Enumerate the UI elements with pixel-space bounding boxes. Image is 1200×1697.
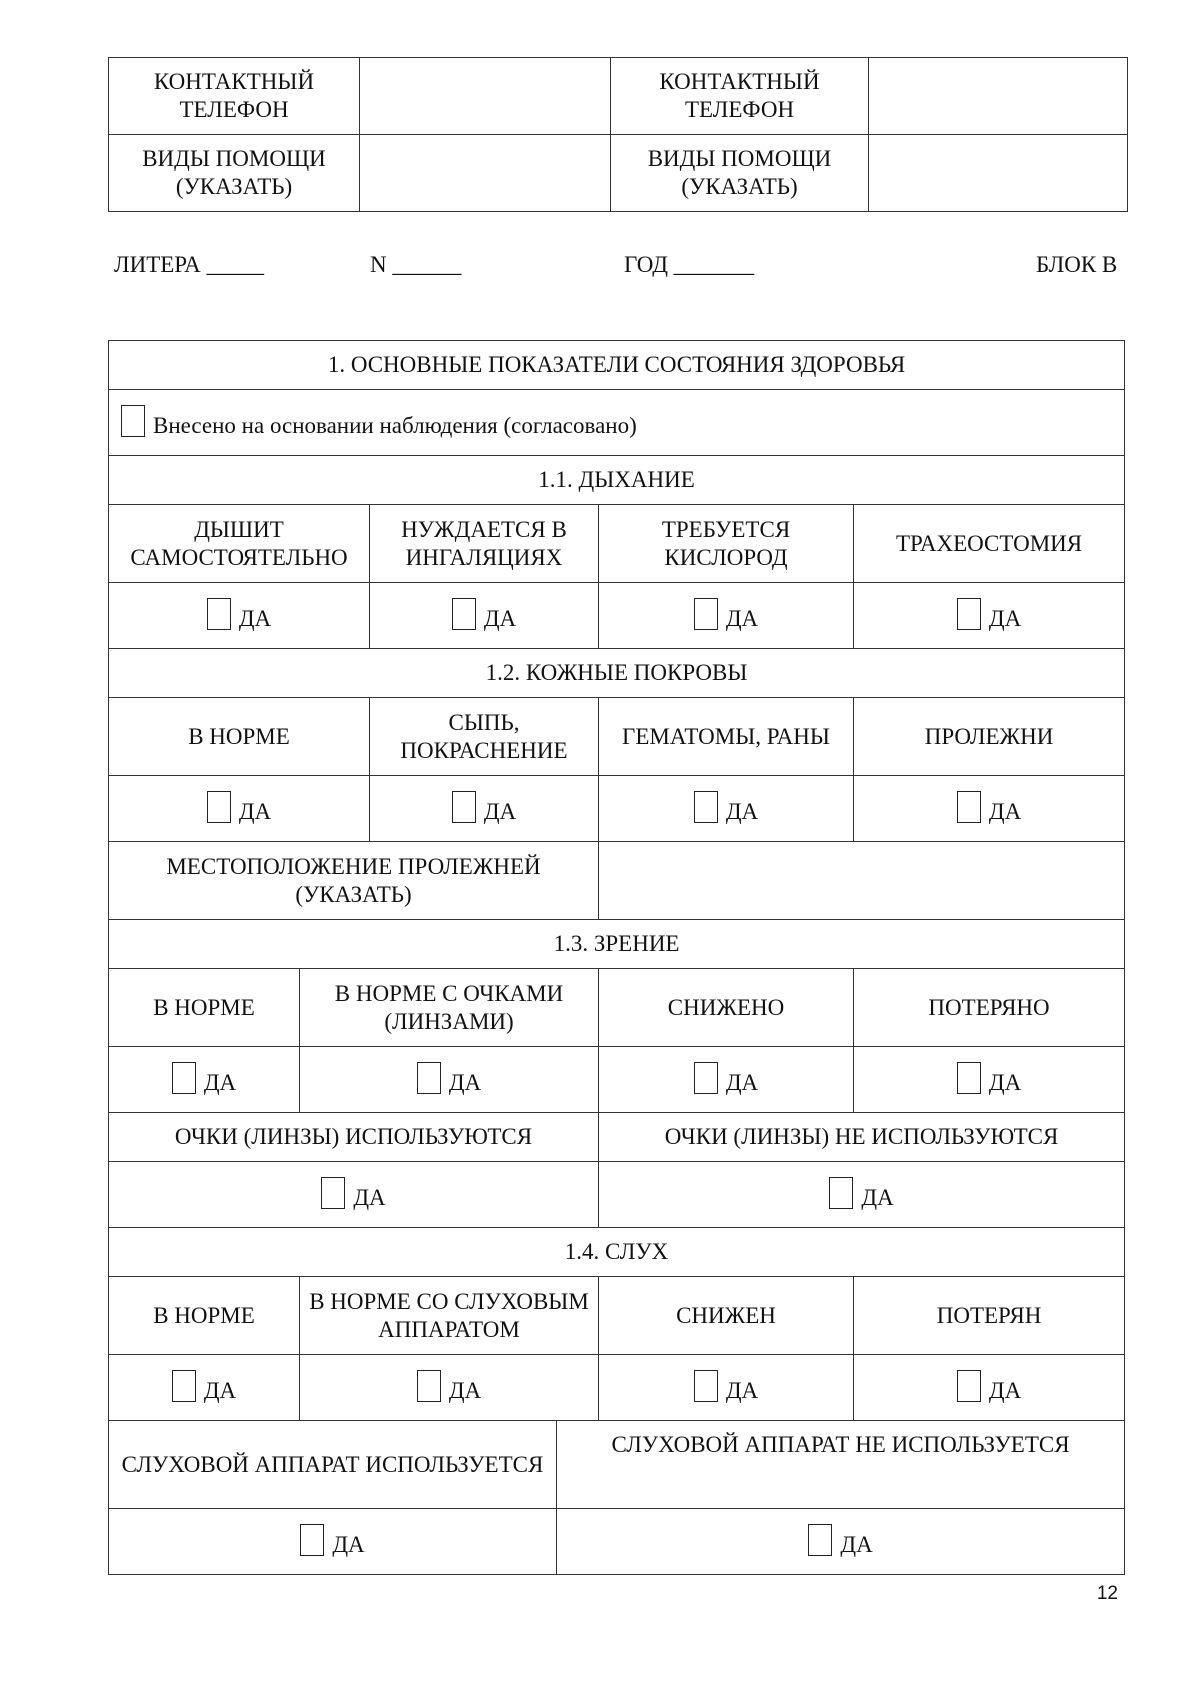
breathing-yes-2: [370, 583, 599, 649]
breathing-yes-3: [599, 583, 854, 649]
yes-label: ДА: [203, 1378, 237, 1403]
hearing-col-1: В НОРМЕ: [109, 1277, 300, 1355]
litera-field[interactable]: ЛИТЕРА _____: [114, 252, 265, 277]
glasses-used-yes: [109, 1162, 599, 1228]
yes-label: ДА: [725, 1070, 759, 1095]
skin-yes-4: [854, 776, 1125, 842]
yes-label: ДА: [448, 1378, 482, 1403]
hearing-aid-not-used-yes: [557, 1509, 1125, 1575]
skin-col-2: СЫПЬ, ПОКРАСНЕНИЕ: [370, 698, 599, 776]
yes-label: ДА: [203, 1070, 237, 1095]
vision-yes-1: [109, 1047, 300, 1113]
yes-label: ДА: [861, 1185, 894, 1210]
health-indicators-table: [108, 340, 1125, 1575]
section-title: 1. ОСНОВНЫЕ ПОКАЗАТЕЛИ СОСТОЯНИЯ ЗДОРОВЬЯ: [109, 341, 1125, 390]
year-field[interactable]: ГОД _______: [624, 252, 755, 277]
breathing-col-2: НУЖДАЕТСЯ В ИНГАЛЯЦИЯХ: [370, 505, 599, 583]
checkbox[interactable]: [694, 598, 718, 630]
checkbox[interactable]: [300, 1524, 324, 1556]
hearing-col-4: ПОТЕРЯН: [854, 1277, 1125, 1355]
help-types-label-2: ВИДЫ ПОМОЩИ (УКАЗАТЬ): [611, 135, 869, 212]
skin-col-3: ГЕМАТОМЫ, РАНЫ: [599, 698, 854, 776]
glasses-not-used-yes: [599, 1162, 1125, 1228]
skin-yes-2: [370, 776, 599, 842]
yes-label: ДА: [988, 606, 1022, 631]
checkbox[interactable]: [694, 791, 718, 823]
bedsore-location-field[interactable]: [599, 842, 1125, 920]
yes-label: ДА: [988, 1378, 1022, 1403]
yes-label: ДА: [483, 606, 517, 631]
number-field[interactable]: N ______: [370, 252, 462, 277]
yes-label: ДА: [988, 1070, 1022, 1095]
hearing-col-2: В НОРМЕ СО СЛУХОВЫМ АППАРАТОМ: [300, 1277, 599, 1355]
checkbox[interactable]: [694, 1062, 718, 1094]
vision-col-1: В НОРМЕ: [109, 969, 300, 1047]
checkbox[interactable]: [957, 598, 981, 630]
breathing-title: 1.1. ДЫХАНИЕ: [109, 456, 1125, 505]
contact-table: [108, 57, 1128, 212]
block-label: БЛОК В: [1036, 252, 1118, 277]
glasses-used-label: ОЧКИ (ЛИНЗЫ) ИСПОЛЬЗУЮТСЯ: [109, 1113, 599, 1162]
checkbox[interactable]: [957, 1062, 981, 1094]
checkbox[interactable]: [452, 598, 476, 630]
skin-title: 1.2. КОЖНЫЕ ПОКРОВЫ: [109, 649, 1125, 698]
yes-label: ДА: [725, 606, 759, 631]
yes-label: ДА: [353, 1185, 386, 1210]
yes-label: ДА: [238, 799, 272, 824]
checkbox[interactable]: [829, 1177, 853, 1209]
breathing-yes-4: [854, 583, 1125, 649]
glasses-not-used-label: ОЧКИ (ЛИНЗЫ) НЕ ИСПОЛЬЗУЮТСЯ: [599, 1113, 1125, 1162]
bedsore-location-label: МЕСТОПОЛОЖЕНИЕ ПРОЛЕЖНЕЙ (УКАЗАТЬ): [109, 842, 599, 920]
checkbox[interactable]: [694, 1370, 718, 1402]
skin-yes-1: [109, 776, 370, 842]
contact-phone-label-1: КОНТАКТНЫЙ ТЕЛЕФОН: [109, 58, 360, 135]
breathing-col-3: ТРЕБУЕТСЯ КИСЛОРОД: [599, 505, 854, 583]
yes-label: ДА: [332, 1532, 365, 1557]
contact-phone-field-1[interactable]: [360, 58, 611, 135]
vision-col-3: СНИЖЕНО: [599, 969, 854, 1047]
skin-col-1: В НОРМЕ: [109, 698, 370, 776]
contact-phone-label-2: КОНТАКТНЫЙ ТЕЛЕФОН: [611, 58, 869, 135]
yes-label: ДА: [725, 799, 759, 824]
checkbox[interactable]: [207, 598, 231, 630]
hearing-col-3: СНИЖЕН: [599, 1277, 854, 1355]
contact-phone-field-2[interactable]: [869, 58, 1128, 135]
hearing-yes-4: [854, 1355, 1125, 1421]
checkbox[interactable]: [957, 791, 981, 823]
skin-yes-3: [599, 776, 854, 842]
yes-label: ДА: [725, 1378, 759, 1403]
yes-label: ДА: [840, 1532, 873, 1557]
vision-col-2: В НОРМЕ С ОЧКАМИ (ЛИНЗАМИ): [300, 969, 599, 1047]
checkbox[interactable]: [172, 1062, 196, 1094]
checkbox[interactable]: [957, 1370, 981, 1402]
hearing-yes-1: [109, 1355, 300, 1421]
breathing-col-4: ТРАХЕОСТОМИЯ: [854, 505, 1125, 583]
observation-label: Внесено на основании наблюдения (согласовано): [153, 413, 637, 438]
yes-label: ДА: [238, 606, 272, 631]
vision-title: 1.3. ЗРЕНИЕ: [109, 920, 1125, 969]
hearing-yes-2: [300, 1355, 599, 1421]
observation-row: [109, 390, 1125, 456]
hearing-aid-used-label: СЛУХОВОЙ АППАРАТ ИСПОЛЬЗУЕТСЯ: [109, 1421, 557, 1509]
help-types-field-2[interactable]: [869, 135, 1128, 212]
checkbox[interactable]: [172, 1370, 196, 1402]
observation-checkbox[interactable]: [121, 405, 145, 437]
breathing-col-1: ДЫШИТ САМОСТОЯТЕЛЬНО: [109, 505, 370, 583]
vision-yes-2: [300, 1047, 599, 1113]
page-number: 12: [1096, 1583, 1118, 1604]
yes-label: ДА: [483, 799, 517, 824]
vision-yes-3: [599, 1047, 854, 1113]
hearing-yes-3: [599, 1355, 854, 1421]
yes-label: ДА: [988, 799, 1022, 824]
checkbox[interactable]: [417, 1370, 441, 1402]
help-types-label-1: ВИДЫ ПОМОЩИ (УКАЗАТЬ): [109, 135, 360, 212]
checkbox[interactable]: [417, 1062, 441, 1094]
hearing-aid-used-yes: [109, 1509, 557, 1575]
checkbox[interactable]: [207, 791, 231, 823]
help-types-field-1[interactable]: [360, 135, 611, 212]
hearing-title: 1.4. СЛУХ: [109, 1228, 1125, 1277]
checkbox[interactable]: [452, 791, 476, 823]
hearing-aid-not-used-label: СЛУХОВОЙ АППАРАТ НЕ ИСПОЛЬЗУЕТСЯ: [557, 1421, 1125, 1509]
yes-label: ДА: [448, 1070, 482, 1095]
breathing-yes-1: [109, 583, 370, 649]
vision-col-4: ПОТЕРЯНО: [854, 969, 1125, 1047]
vision-yes-4: [854, 1047, 1125, 1113]
checkbox[interactable]: [321, 1177, 345, 1209]
checkbox[interactable]: [808, 1524, 832, 1556]
skin-col-4: ПРОЛЕЖНИ: [854, 698, 1125, 776]
